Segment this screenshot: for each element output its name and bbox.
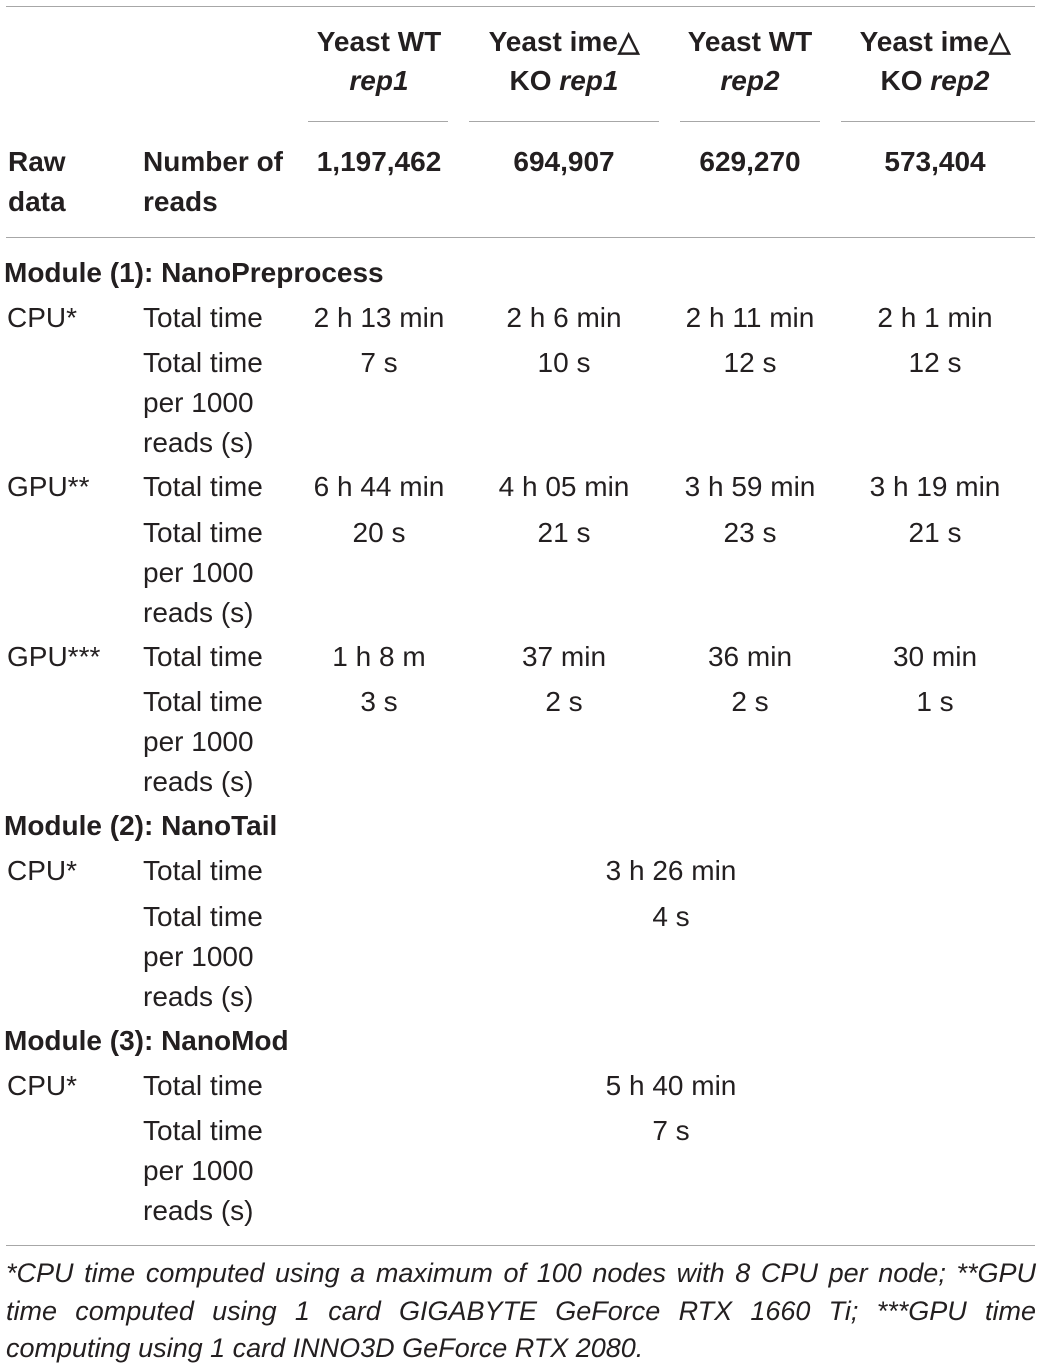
column-header-title: Yeast ime△ [859, 26, 1011, 57]
total-time-value: 3 h 59 min [684, 471, 816, 502]
column-header-3 [688, 22, 812, 100]
column-header-title: Yeast WT [687, 26, 813, 57]
total-time-value: 5 h 40 min [605, 1070, 737, 1101]
device-label: GPU** [7, 471, 90, 502]
per-1000-value: 12 s [908, 347, 962, 378]
per-1000-reads-label: Total time per 1000 reads (s) [143, 901, 263, 1012]
raw-value-3: 629,270 [699, 146, 801, 177]
device-label: CPU* [7, 1070, 78, 1101]
per-1000-reads-label: Total time per 1000 reads (s) [143, 686, 263, 797]
per-1000-value: 21 s [908, 517, 962, 548]
per-1000-value: 23 s [723, 517, 777, 548]
total-time-label: Total time [143, 471, 263, 502]
total-time-value: 3 h 26 min [605, 855, 737, 886]
total-time-label: Total time [143, 1070, 263, 1101]
total-time-value: 37 min [521, 641, 607, 672]
per-1000-reads-label: Total time per 1000 reads (s) [143, 1115, 263, 1226]
raw-data-label: Raw data [8, 146, 66, 217]
per-1000-value: 1 s [916, 686, 954, 717]
number-of-reads-label: Number of reads [143, 146, 283, 217]
table-footnote: *CPU time computed using a maximum of 100 nodes with 8 CPU per node; **GPU time computed using 1 card GIGABYTE GeForce RTX 1660 Ti; ***GPU time computing using 1 card INNO3D GeForce RTX 2080. [6, 1258, 1036, 1363]
per-1000-value: 12 s [723, 347, 777, 378]
raw-value-1: 1,197,462 [316, 146, 442, 177]
column-header-4 [860, 22, 1011, 100]
header-underline-4 [841, 121, 1035, 122]
per-1000-value: 2 s [545, 686, 583, 717]
raw-data-rule [6, 237, 1035, 238]
per-1000-value: 2 s [731, 686, 769, 717]
per-1000-value: 3 s [360, 686, 398, 717]
column-header-subtitle: rep2 [720, 65, 780, 96]
per-1000-value: 7 s [360, 347, 398, 378]
column-header-subtitle: rep1 [349, 65, 409, 96]
module-1-title: Module (1): NanoPreprocess [4, 257, 384, 288]
raw-value-2: 694,907 [513, 146, 615, 177]
header-underline-1 [308, 121, 448, 122]
total-time-label: Total time [143, 855, 263, 886]
device-label: CPU* [7, 855, 78, 886]
total-time-value: 36 min [707, 641, 793, 672]
total-time-value: 1 h 8 m [332, 641, 426, 672]
per-1000-value: 7 s [652, 1115, 690, 1146]
total-time-value: 2 h 11 min [685, 302, 815, 333]
column-header-title: Yeast ime△ [488, 26, 640, 57]
total-time-value: 4 h 05 min [498, 471, 630, 502]
per-1000-value: 21 s [537, 517, 591, 548]
per-1000-value: 10 s [537, 347, 591, 378]
column-header-subtitle: KO rep2 [880, 65, 990, 96]
column-header-2 [489, 22, 640, 100]
header-underline-2 [469, 121, 659, 122]
raw-value-4: 573,404 [884, 146, 986, 177]
header-underline-3 [680, 121, 820, 122]
bottom-rule [6, 1245, 1035, 1246]
per-1000-reads-label: Total time per 1000 reads (s) [143, 347, 263, 458]
per-1000-value: 4 s [652, 901, 690, 932]
module-2-title: Module (2): NanoTail [4, 810, 278, 841]
per-1000-reads-label: Total time per 1000 reads (s) [143, 517, 263, 628]
module-3-title: Module (3): NanoMod [4, 1025, 289, 1056]
total-time-value: 2 h 1 min [877, 302, 993, 333]
total-time-value: 2 h 13 min [313, 302, 445, 333]
column-header-subtitle: KO rep1 [509, 65, 619, 96]
per-1000-value: 20 s [352, 517, 406, 548]
column-header-1 [317, 22, 441, 100]
total-time-value: 2 h 6 min [506, 302, 622, 333]
total-time-value: 30 min [892, 641, 978, 672]
total-time-label: Total time [143, 302, 263, 333]
column-header-title: Yeast WT [316, 26, 442, 57]
total-time-label: Total time [143, 641, 263, 672]
top-rule [6, 6, 1035, 7]
total-time-value: 3 h 19 min [869, 471, 1001, 502]
total-time-value: 6 h 44 min [313, 471, 445, 502]
device-label: GPU*** [7, 641, 101, 672]
device-label: CPU* [7, 302, 78, 333]
